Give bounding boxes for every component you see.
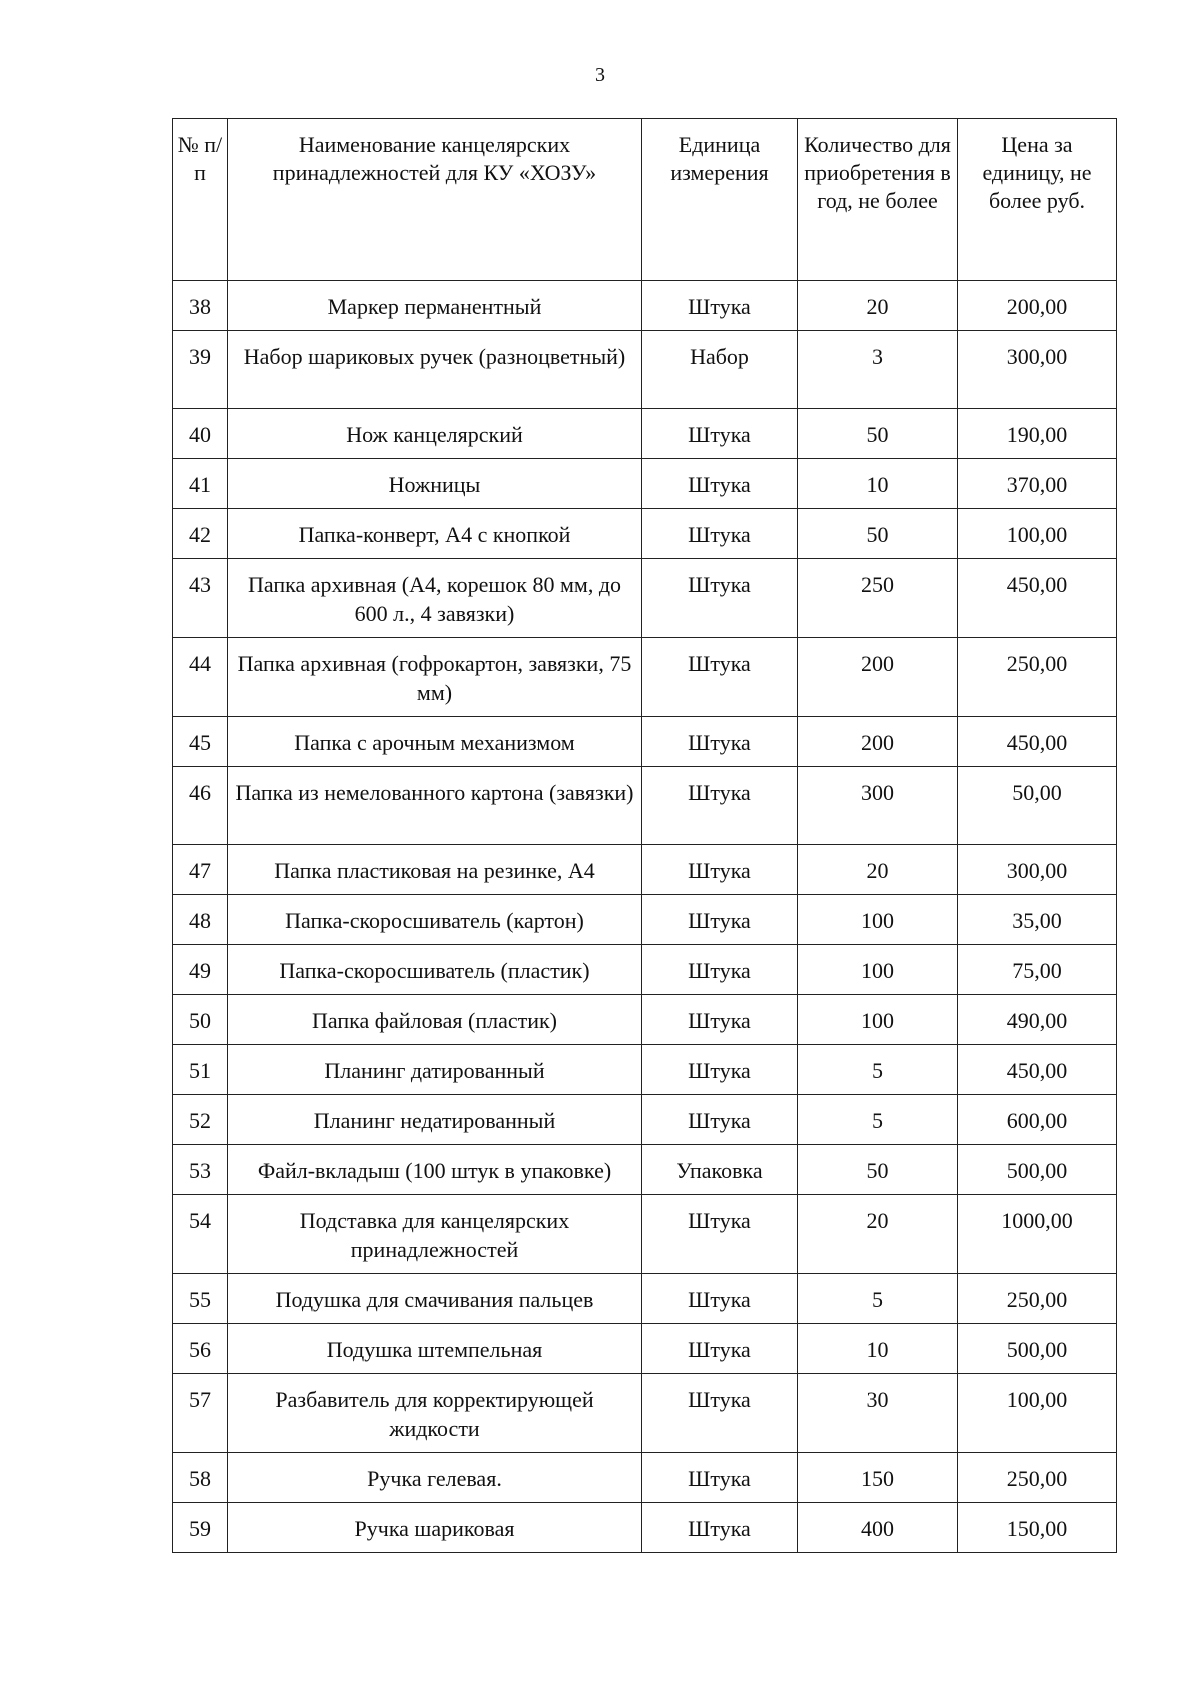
- item-name-cell: Папка пластиковая на резинке, А4: [228, 845, 642, 895]
- table-row: [173, 1374, 1117, 1453]
- item-name-cell: Подставка для канцелярских принадлежностей: [228, 1195, 642, 1274]
- row-number-cell: 53: [173, 1145, 228, 1195]
- item-name-cell: Ручка шариковая: [228, 1503, 642, 1553]
- row-number-cell: 40: [173, 409, 228, 459]
- unit-price-cell: 200,00: [958, 281, 1117, 331]
- item-name-cell: Планинг недатированный: [228, 1095, 642, 1145]
- unit-price-cell: 50,00: [958, 767, 1117, 845]
- row-number-cell: 45: [173, 717, 228, 767]
- table-row: [173, 281, 1117, 331]
- table-row: [173, 409, 1117, 459]
- table-row: [173, 845, 1117, 895]
- table-row: [173, 1145, 1117, 1195]
- unit-cell: Штука: [642, 845, 798, 895]
- unit-cell: Штука: [642, 459, 798, 509]
- table-row: [173, 717, 1117, 767]
- item-name-cell: Папка-скоросшиватель (картон): [228, 895, 642, 945]
- row-number-cell: 46: [173, 767, 228, 845]
- item-name-cell: Разбавитель для корректирующей жидкости: [228, 1374, 642, 1453]
- table-row: [173, 895, 1117, 945]
- unit-cell: Штука: [642, 281, 798, 331]
- quantity-cell: 20: [798, 1195, 958, 1274]
- unit-price-cell: 150,00: [958, 1503, 1117, 1553]
- item-name-cell: Набор шариковых ручек (разноцветный): [228, 331, 642, 409]
- item-name-cell: Маркер перманентный: [228, 281, 642, 331]
- quantity-cell: 10: [798, 1324, 958, 1374]
- table-row: [173, 945, 1117, 995]
- header-quantity: Количество для приобретения в год, не более: [798, 119, 958, 281]
- quantity-cell: 200: [798, 717, 958, 767]
- row-number-cell: 48: [173, 895, 228, 945]
- unit-cell: Штука: [642, 409, 798, 459]
- row-number-cell: 41: [173, 459, 228, 509]
- stationery-table: [172, 118, 1117, 1553]
- item-name-cell: Папка архивная (гофрокартон, завязки, 75 мм): [228, 638, 642, 717]
- unit-cell: Штука: [642, 945, 798, 995]
- row-number-cell: 44: [173, 638, 228, 717]
- quantity-cell: 300: [798, 767, 958, 845]
- unit-price-cell: 1000,00: [958, 1195, 1117, 1274]
- table-row: [173, 1274, 1117, 1324]
- item-name-cell: Папка из немелованного картона (завязки): [228, 767, 642, 845]
- unit-price-cell: 450,00: [958, 559, 1117, 638]
- unit-cell: Штука: [642, 638, 798, 717]
- unit-cell: Упаковка: [642, 1145, 798, 1195]
- unit-price-cell: 35,00: [958, 895, 1117, 945]
- row-number-cell: 51: [173, 1045, 228, 1095]
- item-name-cell: Планинг датированный: [228, 1045, 642, 1095]
- unit-cell: Штука: [642, 509, 798, 559]
- unit-cell: Штука: [642, 1324, 798, 1374]
- table-body: [173, 281, 1117, 1553]
- unit-cell: Набор: [642, 331, 798, 409]
- quantity-cell: 50: [798, 1145, 958, 1195]
- row-number-cell: 47: [173, 845, 228, 895]
- item-name-cell: Подушка для смачивания пальцев: [228, 1274, 642, 1324]
- unit-price-cell: 75,00: [958, 945, 1117, 995]
- unit-cell: Штука: [642, 1453, 798, 1503]
- quantity-cell: 200: [798, 638, 958, 717]
- quantity-cell: 100: [798, 895, 958, 945]
- row-number-cell: 59: [173, 1503, 228, 1553]
- row-number-cell: 52: [173, 1095, 228, 1145]
- item-name-cell: Папка с арочным механизмом: [228, 717, 642, 767]
- table-row: [173, 1045, 1117, 1095]
- row-number-cell: 43: [173, 559, 228, 638]
- table-row: [173, 459, 1117, 509]
- row-number-cell: 42: [173, 509, 228, 559]
- unit-price-cell: 190,00: [958, 409, 1117, 459]
- quantity-cell: 100: [798, 995, 958, 1045]
- header-item-name: Наименование канцелярских принадлежностей для КУ «ХОЗУ»: [228, 119, 642, 281]
- table-row: [173, 1453, 1117, 1503]
- row-number-cell: 38: [173, 281, 228, 331]
- header-unit-price: Цена за единицу, не более руб.: [958, 119, 1117, 281]
- row-number-cell: 49: [173, 945, 228, 995]
- unit-price-cell: 250,00: [958, 638, 1117, 717]
- row-number-cell: 57: [173, 1374, 228, 1453]
- quantity-cell: 5: [798, 1045, 958, 1095]
- row-number-cell: 54: [173, 1195, 228, 1274]
- unit-price-cell: 300,00: [958, 845, 1117, 895]
- table-row: [173, 559, 1117, 638]
- table-row: [173, 995, 1117, 1045]
- row-number-cell: 56: [173, 1324, 228, 1374]
- unit-price-cell: 450,00: [958, 1045, 1117, 1095]
- unit-cell: Штука: [642, 1374, 798, 1453]
- unit-price-cell: 450,00: [958, 717, 1117, 767]
- page-number: 3: [595, 64, 605, 86]
- unit-cell: Штука: [642, 895, 798, 945]
- unit-price-cell: 490,00: [958, 995, 1117, 1045]
- unit-price-cell: 250,00: [958, 1453, 1117, 1503]
- quantity-cell: 5: [798, 1095, 958, 1145]
- quantity-cell: 20: [798, 845, 958, 895]
- table-row: [173, 1503, 1117, 1553]
- table-row: [173, 509, 1117, 559]
- table-row: [173, 1095, 1117, 1145]
- unit-price-cell: 500,00: [958, 1324, 1117, 1374]
- item-name-cell: Папка-конверт, А4 с кнопкой: [228, 509, 642, 559]
- row-number-cell: 55: [173, 1274, 228, 1324]
- unit-cell: Штука: [642, 1195, 798, 1274]
- header-number: № п/п: [173, 119, 228, 281]
- quantity-cell: 50: [798, 509, 958, 559]
- unit-cell: Штука: [642, 559, 798, 638]
- row-number-cell: 50: [173, 995, 228, 1045]
- row-number-cell: 39: [173, 331, 228, 409]
- table-row: [173, 1195, 1117, 1274]
- unit-cell: Штука: [642, 767, 798, 845]
- table-row: [173, 1324, 1117, 1374]
- item-name-cell: Подушка штемпельная: [228, 1324, 642, 1374]
- quantity-cell: 5: [798, 1274, 958, 1324]
- quantity-cell: 3: [798, 331, 958, 409]
- item-name-cell: Ножницы: [228, 459, 642, 509]
- item-name-cell: Ручка гелевая.: [228, 1453, 642, 1503]
- quantity-cell: 250: [798, 559, 958, 638]
- quantity-cell: 20: [798, 281, 958, 331]
- item-name-cell: Папка файловая (пластик): [228, 995, 642, 1045]
- quantity-cell: 400: [798, 1503, 958, 1553]
- unit-price-cell: 300,00: [958, 331, 1117, 409]
- table-row: [173, 331, 1117, 409]
- unit-price-cell: 250,00: [958, 1274, 1117, 1324]
- item-name-cell: Файл-вкладыш (100 штук в упаковке): [228, 1145, 642, 1195]
- table-row: [173, 638, 1117, 717]
- unit-price-cell: 600,00: [958, 1095, 1117, 1145]
- quantity-cell: 30: [798, 1374, 958, 1453]
- unit-price-cell: 100,00: [958, 509, 1117, 559]
- unit-cell: Штука: [642, 717, 798, 767]
- quantity-cell: 10: [798, 459, 958, 509]
- item-name-cell: Папка архивная (А4, корешок 80 мм, до 600 л., 4 завязки): [228, 559, 642, 638]
- unit-price-cell: 370,00: [958, 459, 1117, 509]
- table-header-row: [173, 119, 1117, 281]
- quantity-cell: 150: [798, 1453, 958, 1503]
- unit-cell: Штука: [642, 1095, 798, 1145]
- item-name-cell: Папка-скоросшиватель (пластик): [228, 945, 642, 995]
- unit-price-cell: 500,00: [958, 1145, 1117, 1195]
- unit-cell: Штука: [642, 1274, 798, 1324]
- header-unit: Единица измерения: [642, 119, 798, 281]
- unit-cell: Штука: [642, 995, 798, 1045]
- row-number-cell: 58: [173, 1453, 228, 1503]
- item-name-cell: Нож канцелярский: [228, 409, 642, 459]
- quantity-cell: 50: [798, 409, 958, 459]
- unit-cell: Штука: [642, 1503, 798, 1553]
- unit-price-cell: 100,00: [958, 1374, 1117, 1453]
- unit-cell: Штука: [642, 1045, 798, 1095]
- table-row: [173, 767, 1117, 845]
- quantity-cell: 100: [798, 945, 958, 995]
